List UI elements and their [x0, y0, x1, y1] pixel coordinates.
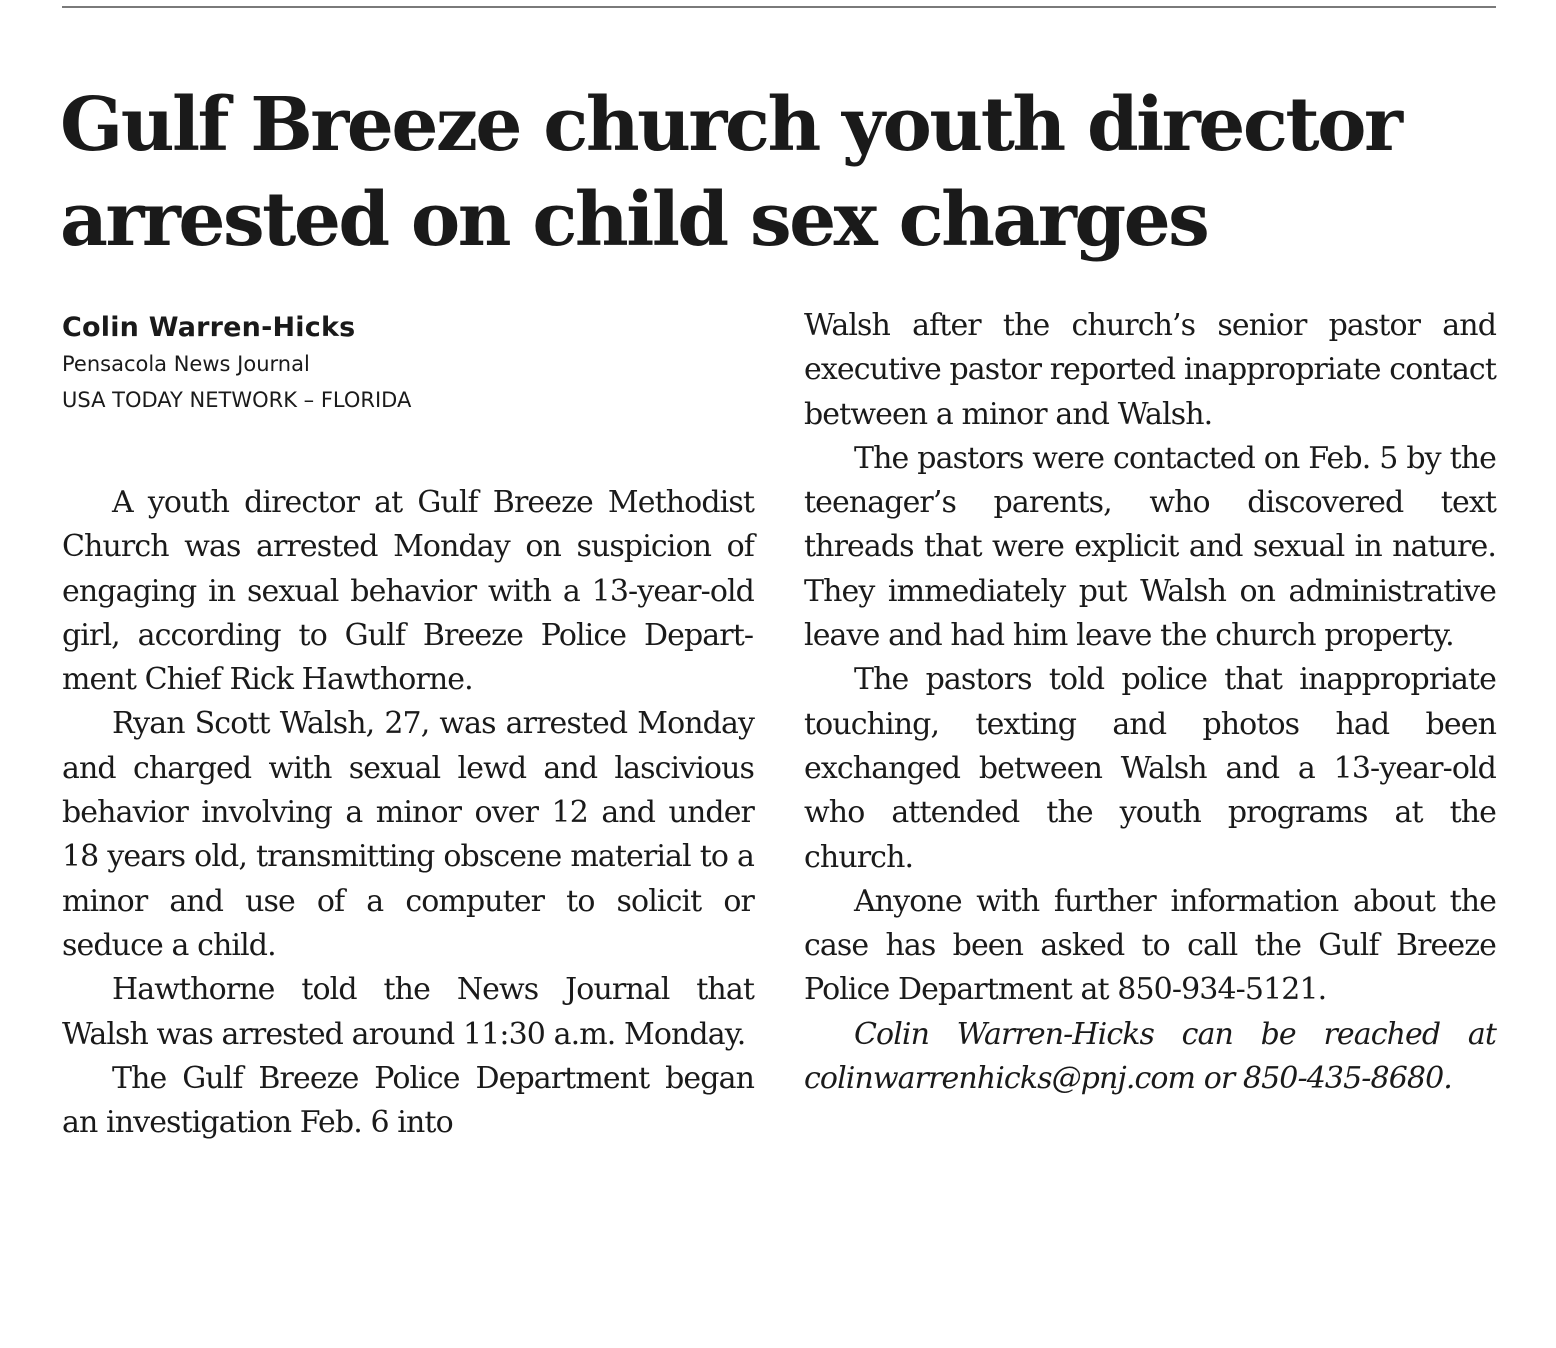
author-contact-note: Colin Warren-Hicks can be reached at colinwarrenhicks@pnj.com or 850-435-8680. — [804, 1016, 1496, 1097]
publication-name: Pensacola News Journal — [62, 352, 310, 376]
author-name: Colin Warren-Hicks — [62, 312, 356, 343]
article-paragraph: Anyone with further information about the case has been asked to call the Gulf Breeze Police Department at 850-934-5121. — [804, 883, 1496, 1008]
article-column-left — [62, 481, 754, 1145]
article-paragraph: The pastors told police that inappropriate touching, texting and photos had been exchanged between Walsh and a 13-year-old who attended the youth programs at the church. — [804, 662, 1496, 875]
article-column-right — [804, 304, 1496, 1101]
byline — [62, 310, 411, 418]
headline-line-1: Gulf Breeze church youth director — [60, 82, 1401, 168]
article-paragraph: The pastors were contacted on Feb. 5 by the teenager’s parents, who discovered text threads that were explicit and sexual in nature. They immediately put Walsh on administrative leave and had him leave the church property. — [804, 440, 1496, 654]
article-paragraph-continued: Walsh after the church’s senior pastor and executive pastor reported inappropriate contact between a minor and Walsh. — [804, 308, 1496, 432]
article-paragraph: A youth director at Gulf Breeze Methodist Church was arrested Monday on suspicion of engaging in sexual behavior with a 13-year-old girl, according to Gulf Breeze Police Department Chief Rick Hawthorne. — [62, 485, 754, 698]
article-paragraph: The Gulf Breeze Police Department began an investigation Feb. 6 into — [62, 1060, 754, 1141]
headline — [60, 78, 1510, 268]
article-paragraph: Ryan Scott Walsh, 27, was arrested Monday and charged with sexual lewd and lascivious behavior involving a minor over 12 and under 18 years old, transmitting obscene material to a minor and use of a computer to solicit or seduce a child. — [62, 706, 754, 963]
top-rule — [62, 6, 1496, 8]
headline-line-2: arrested on child sex charges — [60, 177, 1208, 263]
network-name: USA TODAY NETWORK – FLORIDA — [62, 388, 412, 412]
article-paragraph: Hawthorne told the News Journal that Walsh was arrested around 11:30 a.m. Monday. — [62, 972, 754, 1052]
